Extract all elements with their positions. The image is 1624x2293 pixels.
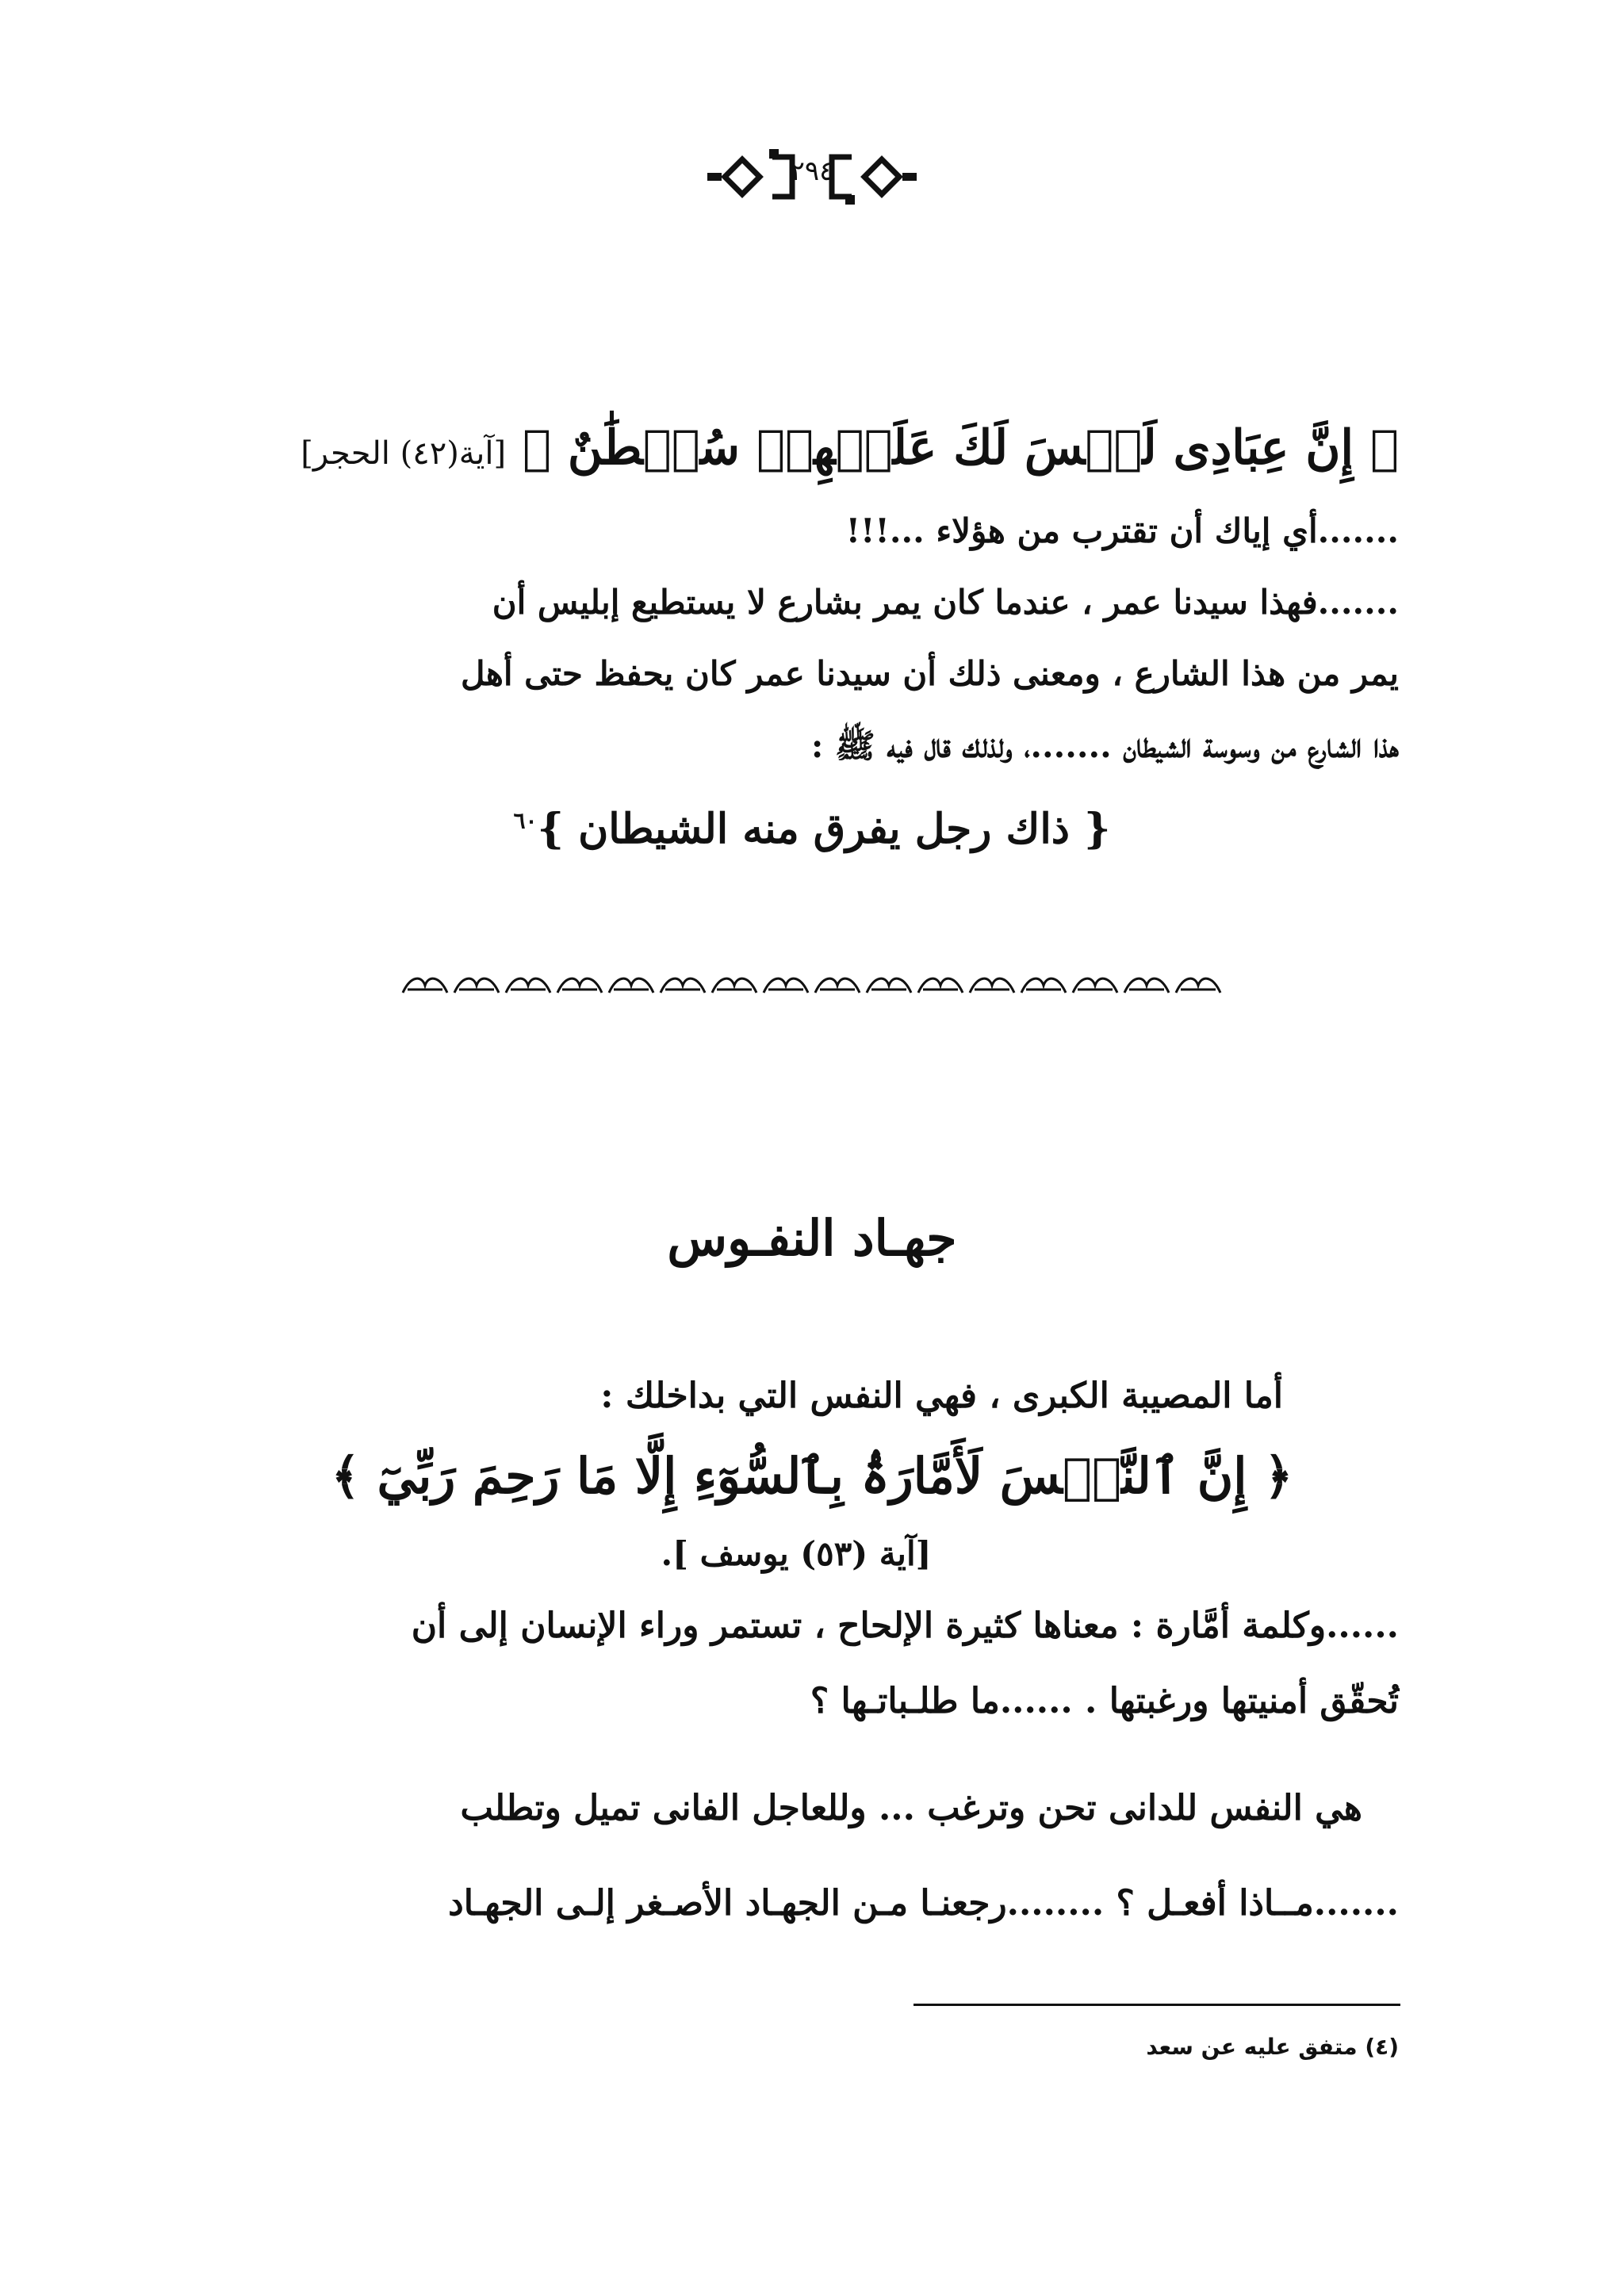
text-line: تُحقّق أمنيتها ورغبتها . ......ما طلـباتـها ؟	[810, 1681, 1399, 1721]
hadith-text: { ذاك رجل يفرق منه الشيطان }	[537, 805, 1111, 853]
floral-motif-icon	[918, 978, 963, 993]
text-line: يمر من هذا الشارع ، ومعنى ذلك أن سيدنا عمر كان يحفظ حتى أهل	[460, 654, 1399, 693]
page-header-ornament	[693, 141, 931, 212]
floral-motif-icon	[661, 978, 705, 993]
floral-motif-icon	[1124, 978, 1169, 993]
footnote-separator	[914, 2004, 1400, 2006]
verse-reference: [آية (٥٣) يوسف ].	[661, 1534, 932, 1573]
floral-motif-icon	[1021, 978, 1066, 993]
hadith-quote	[0, 805, 1624, 853]
floral-motif-icon	[815, 978, 860, 993]
footnote: (٤) متفق عليه عن سعد	[1146, 2034, 1399, 2060]
floral-motif-icon	[609, 978, 653, 993]
quran-verse-hijr	[225, 420, 1399, 476]
floral-motif-icon	[557, 978, 602, 993]
text-line: هي النفس للدانى تحن وترغب ... وللعاجل الفانى تميل وتطلب	[460, 1788, 1362, 1828]
text-line: .......فهذا سيدنا عمر ، عندما كان يمر بشارع لا يستطيع إبليس أن	[492, 583, 1399, 622]
floral-motif-icon	[454, 978, 499, 993]
quran-verse-yusuf: ﴿ إِنَّ ٱلنَّفۡسَ لَأَمَّارَةُۢ بِٱلسُّوٓءِ إِلَّا مَا رَحِمَ رَبِّيٓ ﴾	[331, 1447, 1293, 1505]
floral-motif-icon	[506, 978, 550, 993]
text-line: ......وكلمة أمَّارة : معناها كثيرة الإلحاح ، تستمر وراء الإنسان إلى أن	[411, 1606, 1399, 1646]
text-line: هذا الشارع من وسوسة الشيطان .......، ولذلك قال فيه ﷺ :	[810, 726, 1399, 765]
decorative-divider	[400, 972, 1224, 999]
verse-text: ﴿ إِنَّ عِبَادِى لَيۡسَ لَكَ عَلَيۡهِمۡ سُلۡطَٰنٌ ﴾	[523, 420, 1399, 476]
floral-motif-icon	[867, 978, 911, 993]
floral-motif-icon	[712, 978, 756, 993]
section-heading: جهـاد النفـوس	[667, 1209, 957, 1267]
text-line: .......مــاذا أفعـل ؟ ........رجعنـا مـن الجهـاد الأصـغر إلـى الجهـاد	[448, 1883, 1399, 1924]
text-line: أما المصيبة الكبرى ، فهي النفس التي بداخلك :	[600, 1376, 1283, 1416]
floral-motif-icon	[970, 978, 1014, 993]
floral-motif-icon	[1176, 978, 1220, 993]
floral-motif-icon	[764, 978, 808, 993]
verse-reference: [آية(٤٢) الحجر]	[301, 435, 507, 472]
floral-motif-icon	[403, 978, 447, 993]
page-number: ٢٩٤	[790, 155, 834, 187]
text-line: .......أي إياك أن تقترب من هؤلاء ...!!!	[845, 511, 1399, 550]
floral-motif-icon	[1073, 978, 1117, 993]
footnote-marker: ٦٠	[513, 807, 538, 834]
